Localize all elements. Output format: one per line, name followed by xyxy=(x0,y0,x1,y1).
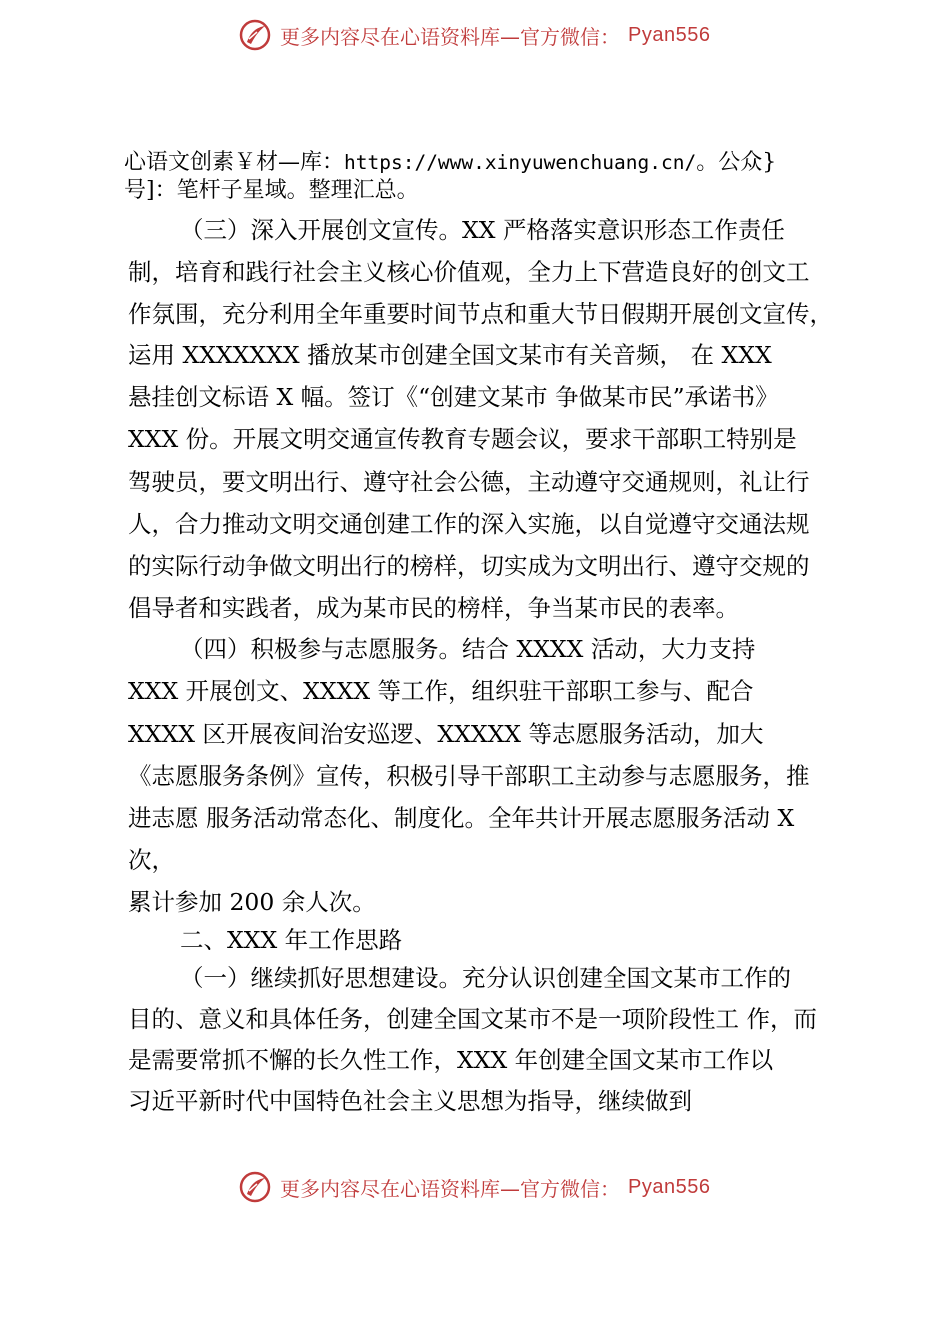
paragraph-line: 次， xyxy=(128,846,175,874)
watermark-handle: Pyan556 xyxy=(628,1175,711,1198)
paragraph-line: 作氛围，充分利用全年重要时间节点和重大节日假期开展创文宣传， xyxy=(128,300,833,328)
source-line-2: 号]：笔杆子星域。整理汇总。 xyxy=(124,178,419,203)
paragraph-line: （三）深入开展创文宣传。XX 严格落实意识形态工作责任 xyxy=(180,216,785,244)
watermark-text: 更多内容尽在心语资料库—官方微信： xyxy=(280,24,620,49)
source-line xyxy=(124,148,844,178)
paragraph-line: XXX 份。开展文明交通宣传教育专题会议，要求干部职工特别是 xyxy=(128,425,797,453)
paragraph-line: 悬挂创文标语 X 幅。签订《“创建文某市 争做某市民”承诺书》 xyxy=(128,383,779,411)
footer-watermark xyxy=(238,1168,710,1206)
source-url: https://www.xinyuwenchuang.cn/ xyxy=(344,151,697,174)
paragraph-line: （一）继续抓好思想建设。充分认识创建全国文某市工作的 xyxy=(180,964,791,992)
paragraph-line: 是需要常抓不懈的长久性工作，XXX 年创建全国文某市工作以 xyxy=(128,1046,774,1074)
header-watermark xyxy=(238,16,710,54)
paragraph-line: 《志愿服务条例》宣传，积极引导干部职工主动参与志愿服务，推 xyxy=(128,762,810,790)
source-suffix: 。公众} xyxy=(696,150,777,175)
paragraph-line: （四）积极参与志愿服务。结合 XXXX 活动，大力支持 xyxy=(180,635,756,663)
paragraph-line: 驾驶员，要文明出行、遵守社会公德，主动遵守交通规则，礼让行 xyxy=(128,468,810,496)
paragraph-line: 的实际行动争做文明出行的榜样，切实成为文明出行、遵守交规的 xyxy=(128,552,810,580)
paragraph-line: 制，培育和践行社会主义核心价值观，全力上下营造良好的创文工 xyxy=(128,258,810,286)
paragraph-line: 累计参加 200 余人次。 xyxy=(128,888,376,916)
watermark-handle: Pyan556 xyxy=(628,23,711,46)
logo-icon xyxy=(238,18,272,52)
section-heading: 二、XXX 年工作思路 xyxy=(180,926,403,954)
paragraph-line: 运用 XXXXXXX 播放某市创建全国文某市有关音频， 在 XXX xyxy=(128,341,772,369)
paragraph-line: 倡导者和实践者，成为某市民的榜样，争当某市民的表率。 xyxy=(128,594,739,622)
logo-icon xyxy=(238,1170,272,1204)
paragraph-line: 目的、意义和具体任务，创建全国文某市不是一项阶段性工 作，而 xyxy=(128,1005,817,1033)
paragraph-line: 习近平新时代中国特色社会主义思想为指导，继续做到 xyxy=(128,1087,692,1115)
paragraph-line: 人，合力推动文明交通创建工作的深入实施，以自觉遵守交通法规 xyxy=(128,510,810,538)
paragraph-line: 进志愿 服务活动常态化、制度化。全年共计开展志愿服务活动 X xyxy=(128,804,795,832)
paragraph-line: XXXX 区开展夜间治安巡逻、XXXXX 等志愿服务活动，加大 xyxy=(128,720,764,748)
paragraph-line: XXX 开展创文、XXXX 等工作，组织驻干部职工参与、配合 xyxy=(128,677,754,705)
source-prefix: 心语文创素￥材—库： xyxy=(124,150,345,175)
watermark-text: 更多内容尽在心语资料库—官方微信： xyxy=(280,1176,620,1201)
